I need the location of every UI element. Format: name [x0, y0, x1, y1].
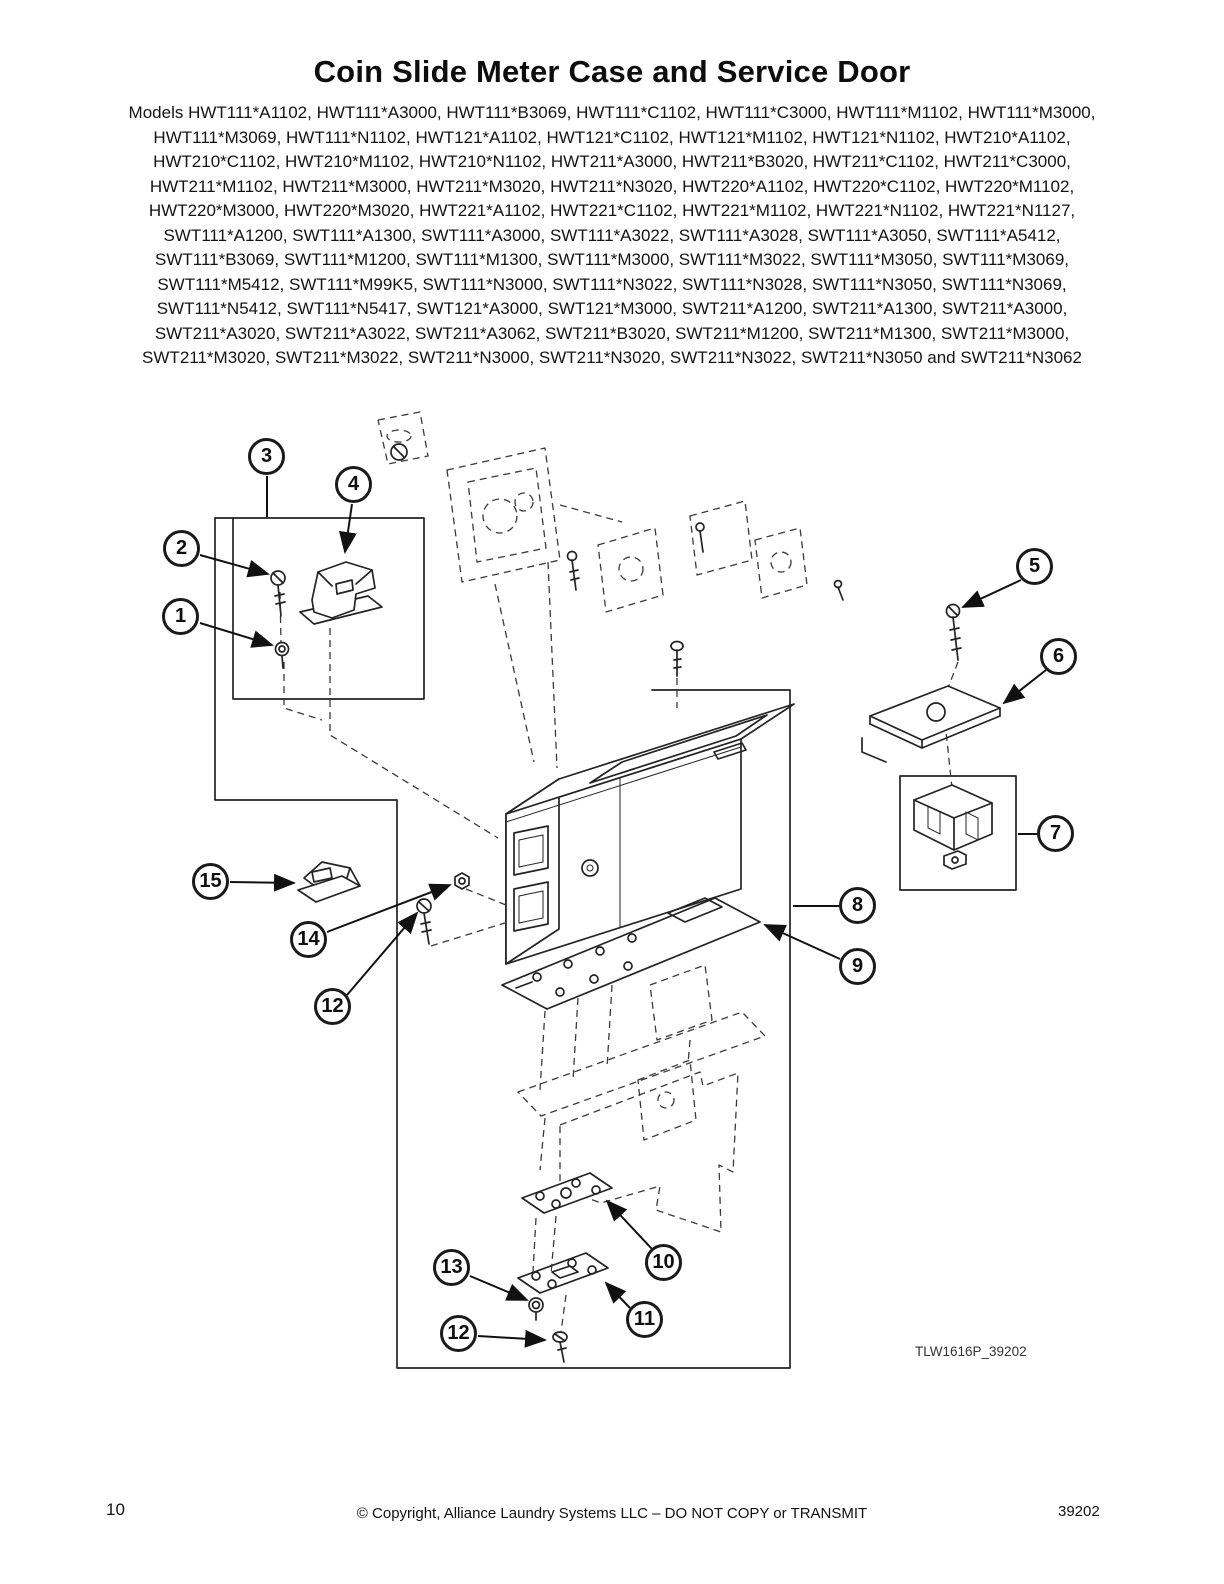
- callout-3: 3: [248, 438, 285, 475]
- callout-1: 1: [162, 598, 199, 635]
- callout-5: 5: [1016, 548, 1053, 585]
- screw-part12-mid: [417, 899, 508, 946]
- nut-part13: [529, 1298, 543, 1320]
- mechanism-screw-a: [568, 552, 580, 591]
- callout-6: 6: [1040, 638, 1077, 675]
- nut-part14: [455, 873, 506, 905]
- clip-bracket-part15: [298, 862, 360, 902]
- callout-8: 8: [839, 887, 876, 924]
- screw-part2: [271, 571, 285, 616]
- mechanism-screw-c: [835, 581, 844, 601]
- callout-12-screw-bottom: 12: [440, 1315, 477, 1352]
- callout-2: 2: [163, 530, 200, 567]
- mounting-plate-part10: [522, 1173, 612, 1213]
- diagram-code: TLW1616P_39202: [915, 1344, 1027, 1359]
- callout-9: 9: [839, 948, 876, 985]
- footer-doc-number: 39202: [1058, 1503, 1100, 1520]
- page-title: Coin Slide Meter Case and Service Door: [313, 54, 911, 89]
- assembly-lines-left: [280, 592, 498, 838]
- callout-14: 14: [290, 921, 327, 958]
- callout-15: 15: [192, 863, 229, 900]
- callout-10: 10: [645, 1244, 682, 1281]
- screw-part12-bottom: [553, 1332, 567, 1362]
- bracket-nut: [944, 851, 966, 869]
- callout-4: 4: [335, 466, 372, 503]
- callout-12-screw-front: 12: [314, 988, 351, 1025]
- callout-7: 7: [1037, 815, 1074, 852]
- case-top-screw: [671, 642, 683, 709]
- mechanism-screw-b: [696, 523, 704, 552]
- callout-11: 11: [626, 1301, 663, 1338]
- footer-page-number: 10: [106, 1500, 125, 1519]
- models-list: Models HWT111*A1102, HWT111*A3000, HWT111*B3069, HWT111*C1102, HWT111*C3000, HWT111*M1102, HWT111*M3000, HWT111*M3069, HWT111*N1102, HWT121*A1102, HWT121*C1102, HWT121*M1102, HWT121*N1102, HWT210*A1102, HWT210*C1102, HWT210*M1102, HWT210*N1102, HWT211*A3000, HWT211*B3020, HWT211*C1102, HWT211*C3000, HWT211*M1102, HWT211*M3000, HWT211*M3020, HWT211*N3020, HWT220*A1102, HWT220*C1102, HWT220*M1102, HWT220*M3000, HWT220*M3020, HWT221*A1102, HWT221*C1102, HWT221*M1102, HWT221*N1102, HWT221*N1127, SWT111*A1200, SWT111*A1300, SWT111*A3000, SWT111*A3022, SWT111*A3028, SWT111*A3050, SWT111*A5412, SWT111*B3069, SWT111*M1200, SWT111*M1300, SWT111*M3000, SWT111*M3022, SWT111*M3050, SWT111*M3069, SWT111*M5412, SWT111*M99K5, SWT111*N3000, SWT111*N3022, SWT111*N3028, SWT111*N3050, SWT111*N3069, SWT111*N5412, SWT111*N5417, SWT121*A3000, SWT121*M3000, SWT211*A1200, SWT211*A1300, SWT211*A3000, SWT211*A3020, SWT211*A3022, SWT211*A3062, SWT211*B3020, SWT211*M1200, SWT211*M1300, SWT211*M3000, SWT211*M3020, SWT211*M3022, SWT211*N3000, SWT211*N3020, SWT211*N3022, SWT211*N3050 and SWT211*N3062: [128, 103, 1096, 367]
- meter-bracket-part7: [914, 785, 992, 869]
- fastener-part1: [276, 643, 289, 669]
- footer-copyright: © Copyright, Alliance Laundry Systems LLC – DO NOT COPY or TRANSMIT: [356, 1505, 868, 1522]
- latch-bracket-part4: [300, 562, 382, 624]
- mounting-plate-part11: [518, 1253, 608, 1293]
- cover-plate-part6: [862, 686, 1000, 762]
- callout-13: 13: [433, 1249, 470, 1286]
